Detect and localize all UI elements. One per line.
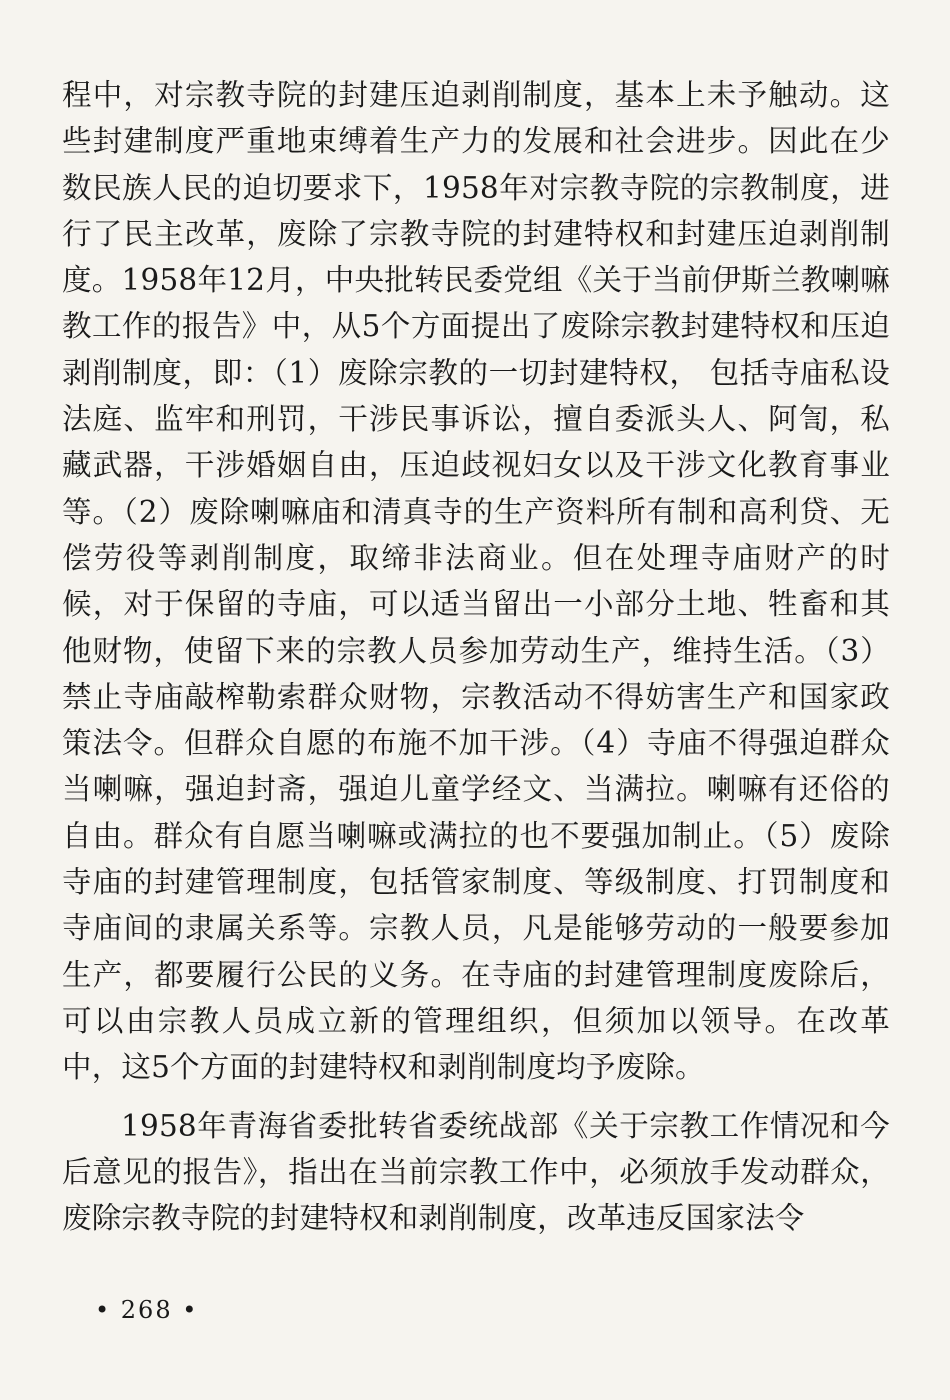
body-text [62, 72, 890, 1241]
paragraph-1: 程中，对宗教寺院的封建压迫剥削制度，基本上未予触动。这些封建制度严重地束缚着生产力的发展和社会进步。因此在少数民族人民的迫切要求下，1958年对宗教寺院的宗教制度，进行了民主改革，废除了宗教寺院的封建特权和封建压迫剥削制度。1958年12月，中央批转民委党组《关于当前伊斯兰教喇嘛教工作的报告》中，从5个方面提出了废除宗教封建特权和压迫剥削制度，即：（1）废除宗教的一切封建特权， 包括寺庙私设法庭、监牢和刑罚，干涉民事诉讼，擅自委派头人、阿訇，私藏武器，干涉婚姻自由，压迫歧视妇女以及干涉文化教育事业等。（2）废除喇嘛庙和清真寺的生产资料所有制和高利贷、无偿劳役等剥削制度，取缔非法商业。但在处理寺庙财产的时候，对于保留的寺庙，可以适当留出一小部分土地、牲畜和其他财物，使留下来的宗教人员参加劳动生产，维持生活。（3）禁止寺庙敲榨勒索群众财物，宗教活动不得妨害生产和国家政策法令。但群众自愿的布施不加干涉。（4）寺庙不得强迫群众当喇嘛，强迫封斋，强迫儿童学经文、当满拉。喇嘛有还俗的自由。群众有自愿当喇嘛或满拉的也不要强加制止。（5）废除寺庙的封建管理制度，包括管家制度、等级制度、打罚制度和寺庙间的隶属关系等。宗教人员，凡是能够劳动的一般要参加生产，都要履行公民的义务。在寺庙的封建管理制度废除后，可以由宗教人员成立新的管理组织，但须加以领导。在改革中，这5个方面的封建特权和剥削制度均予废除。 [62, 78, 890, 1085]
page-number: • 268 • [95, 1296, 199, 1324]
paragraph-2: 1958年青海省委批转省委统战部《关于宗教工作情况和今后意见的报告》，指出在当前宗教工作中，必须放手发动群众，废除宗教寺院的封建特权和剥削制度，改革违反国家法令 [62, 1108, 890, 1236]
